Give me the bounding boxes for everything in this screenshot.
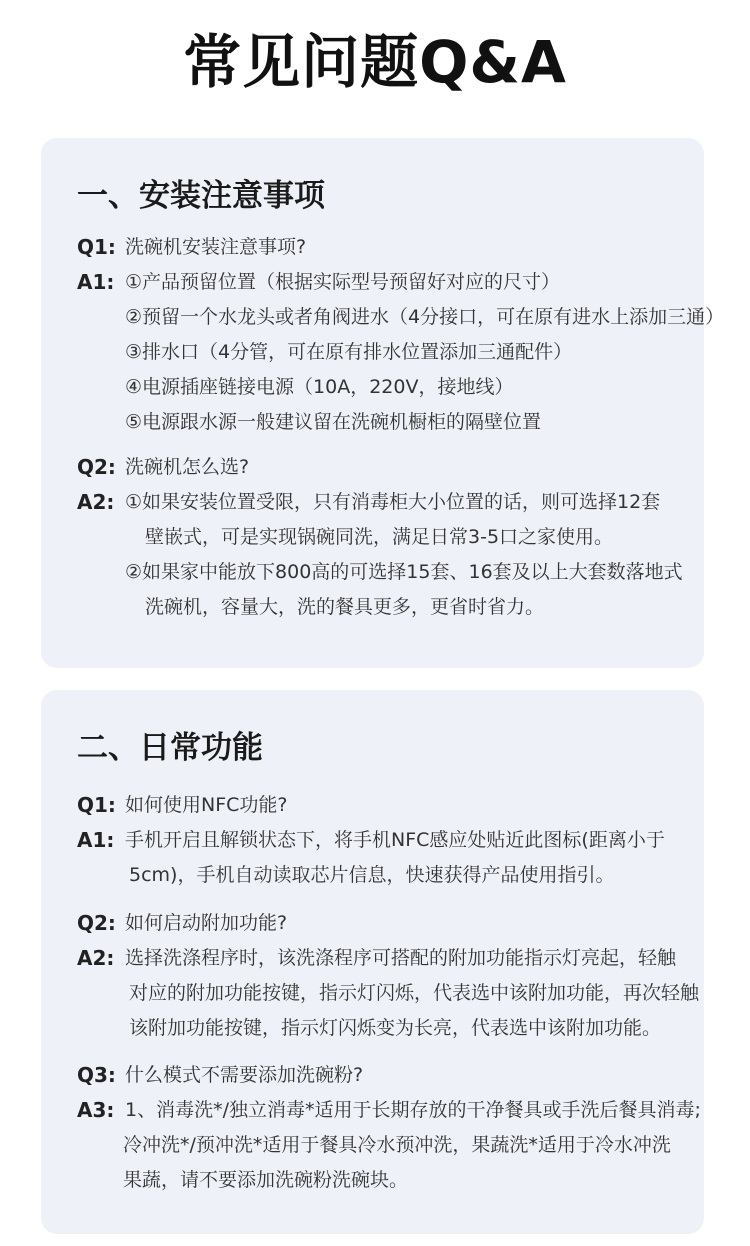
answer-line: 对应的附加功能按键，指示灯闪烁，代表选中该附加功能，再次轻触: [129, 982, 700, 1004]
answer-tag: A2:: [77, 490, 115, 514]
answer-line: ①如果安装位置受限，只有消毒柜大小位置的话，则可选择12套: [125, 491, 661, 513]
answer-line: ①产品预留位置（根据实际型号预留好对应的尺寸）: [125, 271, 561, 293]
answer-line: ③排水口（4分管，可在原有排水位置添加三通配件）: [125, 341, 573, 363]
question-text: 如何启动附加功能?: [125, 912, 288, 934]
answer-tag: A2:: [77, 946, 115, 970]
answer-row: [77, 520, 697, 555]
answer-line: 洗碗机，容量大，洗的餐具更多，更省时省力。: [145, 596, 545, 618]
question-text: 洗碗机安装注意事项?: [125, 236, 307, 258]
answer-tag: A1:: [77, 828, 115, 852]
qa-block-daily-q2: [77, 906, 700, 1046]
question-tag: Q1:: [77, 235, 116, 259]
question-row: [77, 788, 697, 823]
question-text: 什么模式不需要添加洗碗粉?: [125, 1064, 364, 1086]
section-title-installation: 一、安装注意事项: [77, 178, 325, 214]
answer-row: [77, 370, 697, 405]
qa-block-daily-q1: [77, 788, 697, 893]
answer-line: ⑤电源跟水源一般建议留在洗碗机橱柜的隔壁位置: [125, 411, 542, 433]
question-text: 洗碗机怎么选?: [125, 456, 250, 478]
question-tag: Q3:: [77, 1063, 116, 1087]
answer-tag: A1:: [77, 270, 115, 294]
answer-line: 5cm)，手机自动读取芯片信息，快速获得产品使用指引。: [129, 864, 615, 886]
faq-card-installation: [41, 138, 725, 668]
answer-line: ④电源插座链接电源（10A，220V，接地线）: [125, 376, 514, 398]
answer-line: ②预留一个水龙头或者角阀进水（4分接口，可在原有进水上添加三通）: [125, 306, 725, 328]
qa-block-install-q2: [77, 450, 697, 625]
answer-line: 选择洗涤程序时，该洗涤程序可搭配的附加功能指示灯亮起，轻触: [125, 947, 677, 969]
answer-row: [77, 485, 697, 520]
answer-row: [77, 265, 697, 300]
faq-card-daily-functions: [41, 690, 704, 1234]
answer-line: 该附加功能按键，指示灯闪烁变为长亮，代表选中该附加功能。: [129, 1017, 662, 1039]
question-text: 如何使用NFC功能?: [125, 794, 288, 816]
answer-row: [77, 976, 700, 1011]
answer-line: 果蔬，请不要添加洗碗粉洗碗块。: [123, 1169, 409, 1191]
answer-row: [77, 300, 725, 335]
answer-row: [77, 555, 697, 590]
answer-row: [77, 858, 697, 893]
answer-tag: A3:: [77, 1098, 115, 1122]
answer-row: [77, 1128, 697, 1163]
answer-row: [77, 941, 697, 976]
question-tag: Q1:: [77, 793, 116, 817]
answer-line: 壁嵌式，可是实现锅碗同洗，满足日常3-5口之家使用。: [145, 526, 614, 548]
question-row: [77, 906, 697, 941]
answer-row: [77, 1011, 697, 1046]
answer-row: [77, 823, 697, 858]
question-row: [77, 1058, 697, 1093]
answer-row: [77, 1163, 697, 1198]
page-title: 常见问题Q&A: [183, 28, 567, 96]
section-title-daily-functions: 二、日常功能: [77, 730, 263, 766]
answer-line: ②如果家中能放下800高的可选择15套、16套及以上大套数落地式: [125, 561, 683, 583]
qa-block-install-q1: [77, 230, 725, 440]
answer-row: [77, 405, 697, 440]
qa-block-daily-q3: [77, 1058, 701, 1198]
question-tag: Q2:: [77, 911, 116, 935]
answer-row: [77, 1093, 701, 1128]
answer-line: 冷冲洗*/预冲洗*适用于餐具冷水预冲洗，果蔬洗*适用于冷水冲洗: [123, 1134, 671, 1156]
question-row: [77, 230, 697, 265]
answer-line: 1、消毒洗*/独立消毒*适用于长期存放的干净餐具或手洗后餐具消毒;: [125, 1099, 701, 1121]
question-tag: Q2:: [77, 455, 116, 479]
answer-line: 手机开启且解锁状态下，将手机NFC感应处贴近此图标(距离小于: [125, 829, 665, 851]
answer-row: [77, 335, 697, 370]
answer-row: [77, 590, 697, 625]
question-row: [77, 450, 697, 485]
